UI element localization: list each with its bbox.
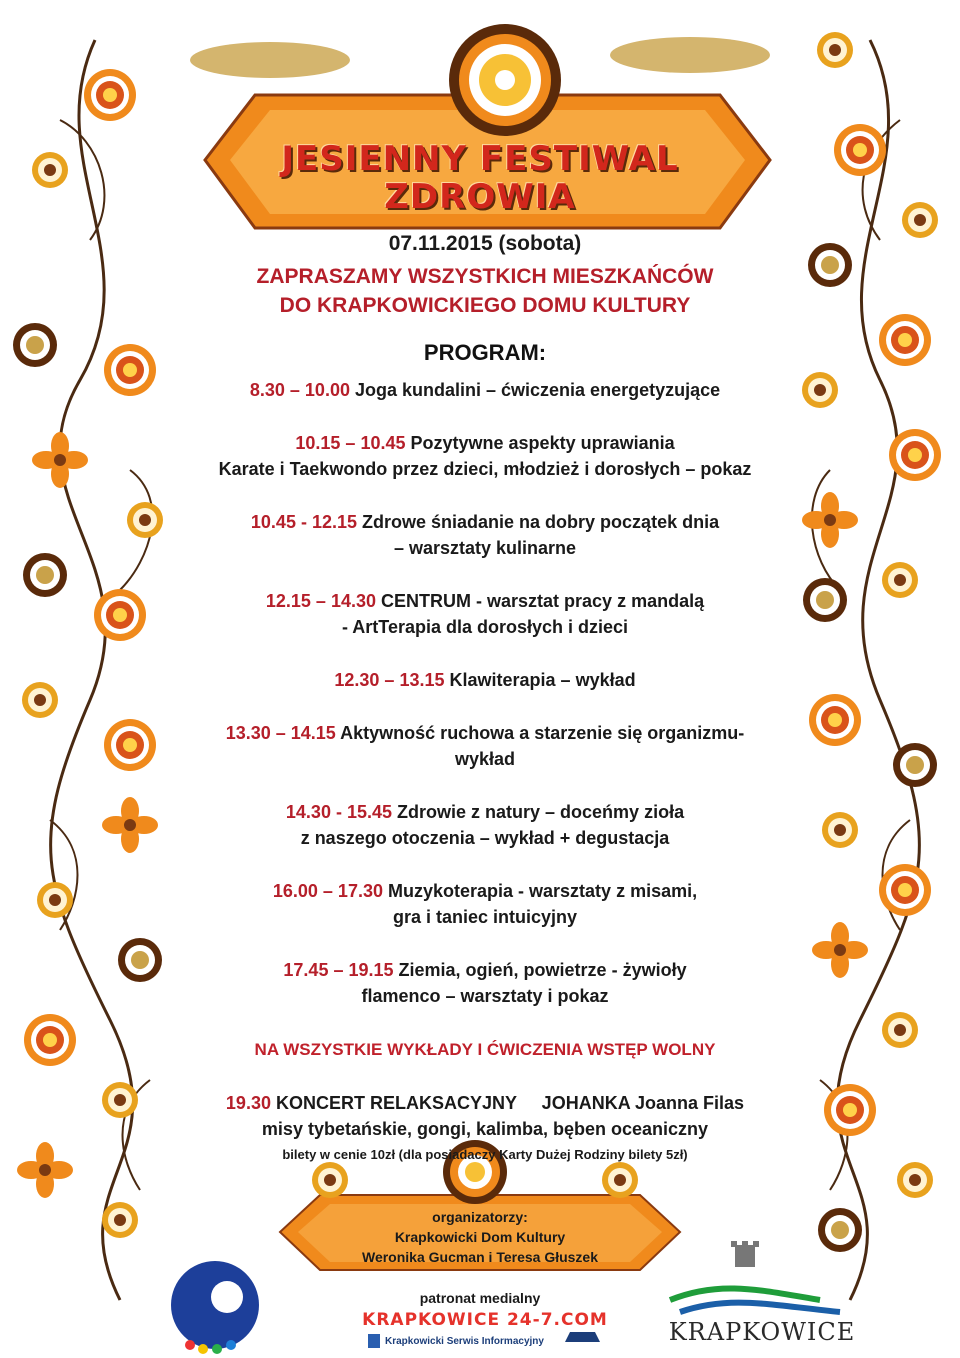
invitation-line1: ZAPRASZAMY WSZYSTKICH MIESZKAŃCÓW xyxy=(256,265,714,288)
program-item xyxy=(170,799,800,851)
program-item xyxy=(170,430,800,482)
program-desc: Aktywność ruchowa a starzenie się organizmu- xyxy=(340,723,745,743)
program-desc: Joga kundalini – ćwiczenia energetyzujące xyxy=(354,380,721,400)
invitation-line2: DO KRAPKOWICKIEGO DOMU KULTURY xyxy=(279,294,691,317)
invitation xyxy=(170,262,800,320)
festival-title xyxy=(230,140,730,216)
program-desc-cont: z naszego otoczenia – wykład + degustacja xyxy=(300,828,670,848)
program-item xyxy=(170,957,800,1009)
concert-title: KONCERT RELAKSACYJNY JOHANKA Joanna Filas xyxy=(275,1093,745,1113)
organizers-people: Weronika Gucman i Teresa Głuszek xyxy=(361,1249,599,1265)
program-desc: Pozytywne aspekty uprawiania xyxy=(410,433,675,453)
festival-title-line2: ZDROWIA xyxy=(384,177,576,217)
organizers xyxy=(300,1207,660,1267)
program-desc-cont: – warsztaty kulinarne xyxy=(393,538,577,558)
program-heading: PROGRAM: xyxy=(423,340,547,365)
program-desc-cont: wykład xyxy=(454,749,516,769)
festival-title-line1: JESIENNY FESTIWAL xyxy=(281,139,679,179)
patronage-label: patronat medialny xyxy=(419,1290,541,1306)
program-desc: Ziemia, ogień, powietrze - żywioły xyxy=(398,960,687,980)
media-patron-logo: KRAPKOWICE 24-7.COM xyxy=(362,1310,608,1330)
program-item xyxy=(170,588,800,640)
program-desc: CENTRUM - warsztat pracy z mandalą xyxy=(381,591,705,611)
program-desc-cont: flamenco – warsztaty i pokaz xyxy=(361,986,609,1006)
program-item xyxy=(170,509,800,561)
kdk-logo xyxy=(165,1255,265,1355)
concert-info xyxy=(170,1090,800,1168)
program-desc: Zdrowie z natury – doceńmy zioła xyxy=(397,802,685,822)
program-time: 16.00 – 17.30 xyxy=(272,881,383,901)
free-entry-notice: NA WSZYSTKIE WYKŁADY I ĆWICZENIA WSTĘP WOLNY xyxy=(254,1040,716,1059)
program-desc-cont: Karate i Taekwondo przez dzieci, młodzież i dorosłych – pokaz xyxy=(218,459,752,479)
program-desc: Zdrowe śniadanie na dobry początek dnia xyxy=(362,512,720,532)
organizers-org: Krapkowicki Dom Kultury xyxy=(394,1229,566,1245)
program-desc-cont: gra i taniec intuicyjny xyxy=(392,907,578,927)
program-time: 10.15 – 10.45 xyxy=(295,433,406,453)
media-patron-subtitle: Krapkowicki Serwis Informacyjny xyxy=(385,1336,544,1347)
concert-instruments: misy tybetańskie, gongi, kalimba, bęben oceaniczny xyxy=(261,1119,709,1139)
program-desc: Klawiterapia – wykład xyxy=(449,670,636,690)
program-item xyxy=(170,878,800,930)
program-time: 14.30 - 15.45 xyxy=(285,802,392,822)
program-desc-cont: - ArtTerapia dla dorosłych i dzieci xyxy=(341,617,629,637)
concert-time: 19.30 xyxy=(225,1093,271,1113)
organizers-label: organizatorzy: xyxy=(432,1209,528,1225)
program-item xyxy=(170,667,800,693)
program-time: 13.30 – 14.15 xyxy=(225,723,336,743)
program-item xyxy=(170,720,800,772)
program-time: 10.45 - 12.15 xyxy=(250,512,357,532)
program-item xyxy=(170,377,800,403)
city-logo: KRAPKOWICE xyxy=(668,1318,856,1346)
program-time: 17.45 – 19.15 xyxy=(283,960,394,980)
program-time: 8.30 – 10.00 xyxy=(249,380,350,400)
program-time: 12.30 – 13.15 xyxy=(334,670,445,690)
program-desc: Muzykoterapia - warsztaty z misami, xyxy=(388,881,698,901)
event-date: 07.11.2015 (sobota) xyxy=(388,232,582,255)
program-time: 12.15 – 14.30 xyxy=(265,591,376,611)
concert-tickets: bilety w cenie 10zł (dla posiadaczy Karty Dużej Rodziny bilety 5zł) xyxy=(282,1147,688,1162)
